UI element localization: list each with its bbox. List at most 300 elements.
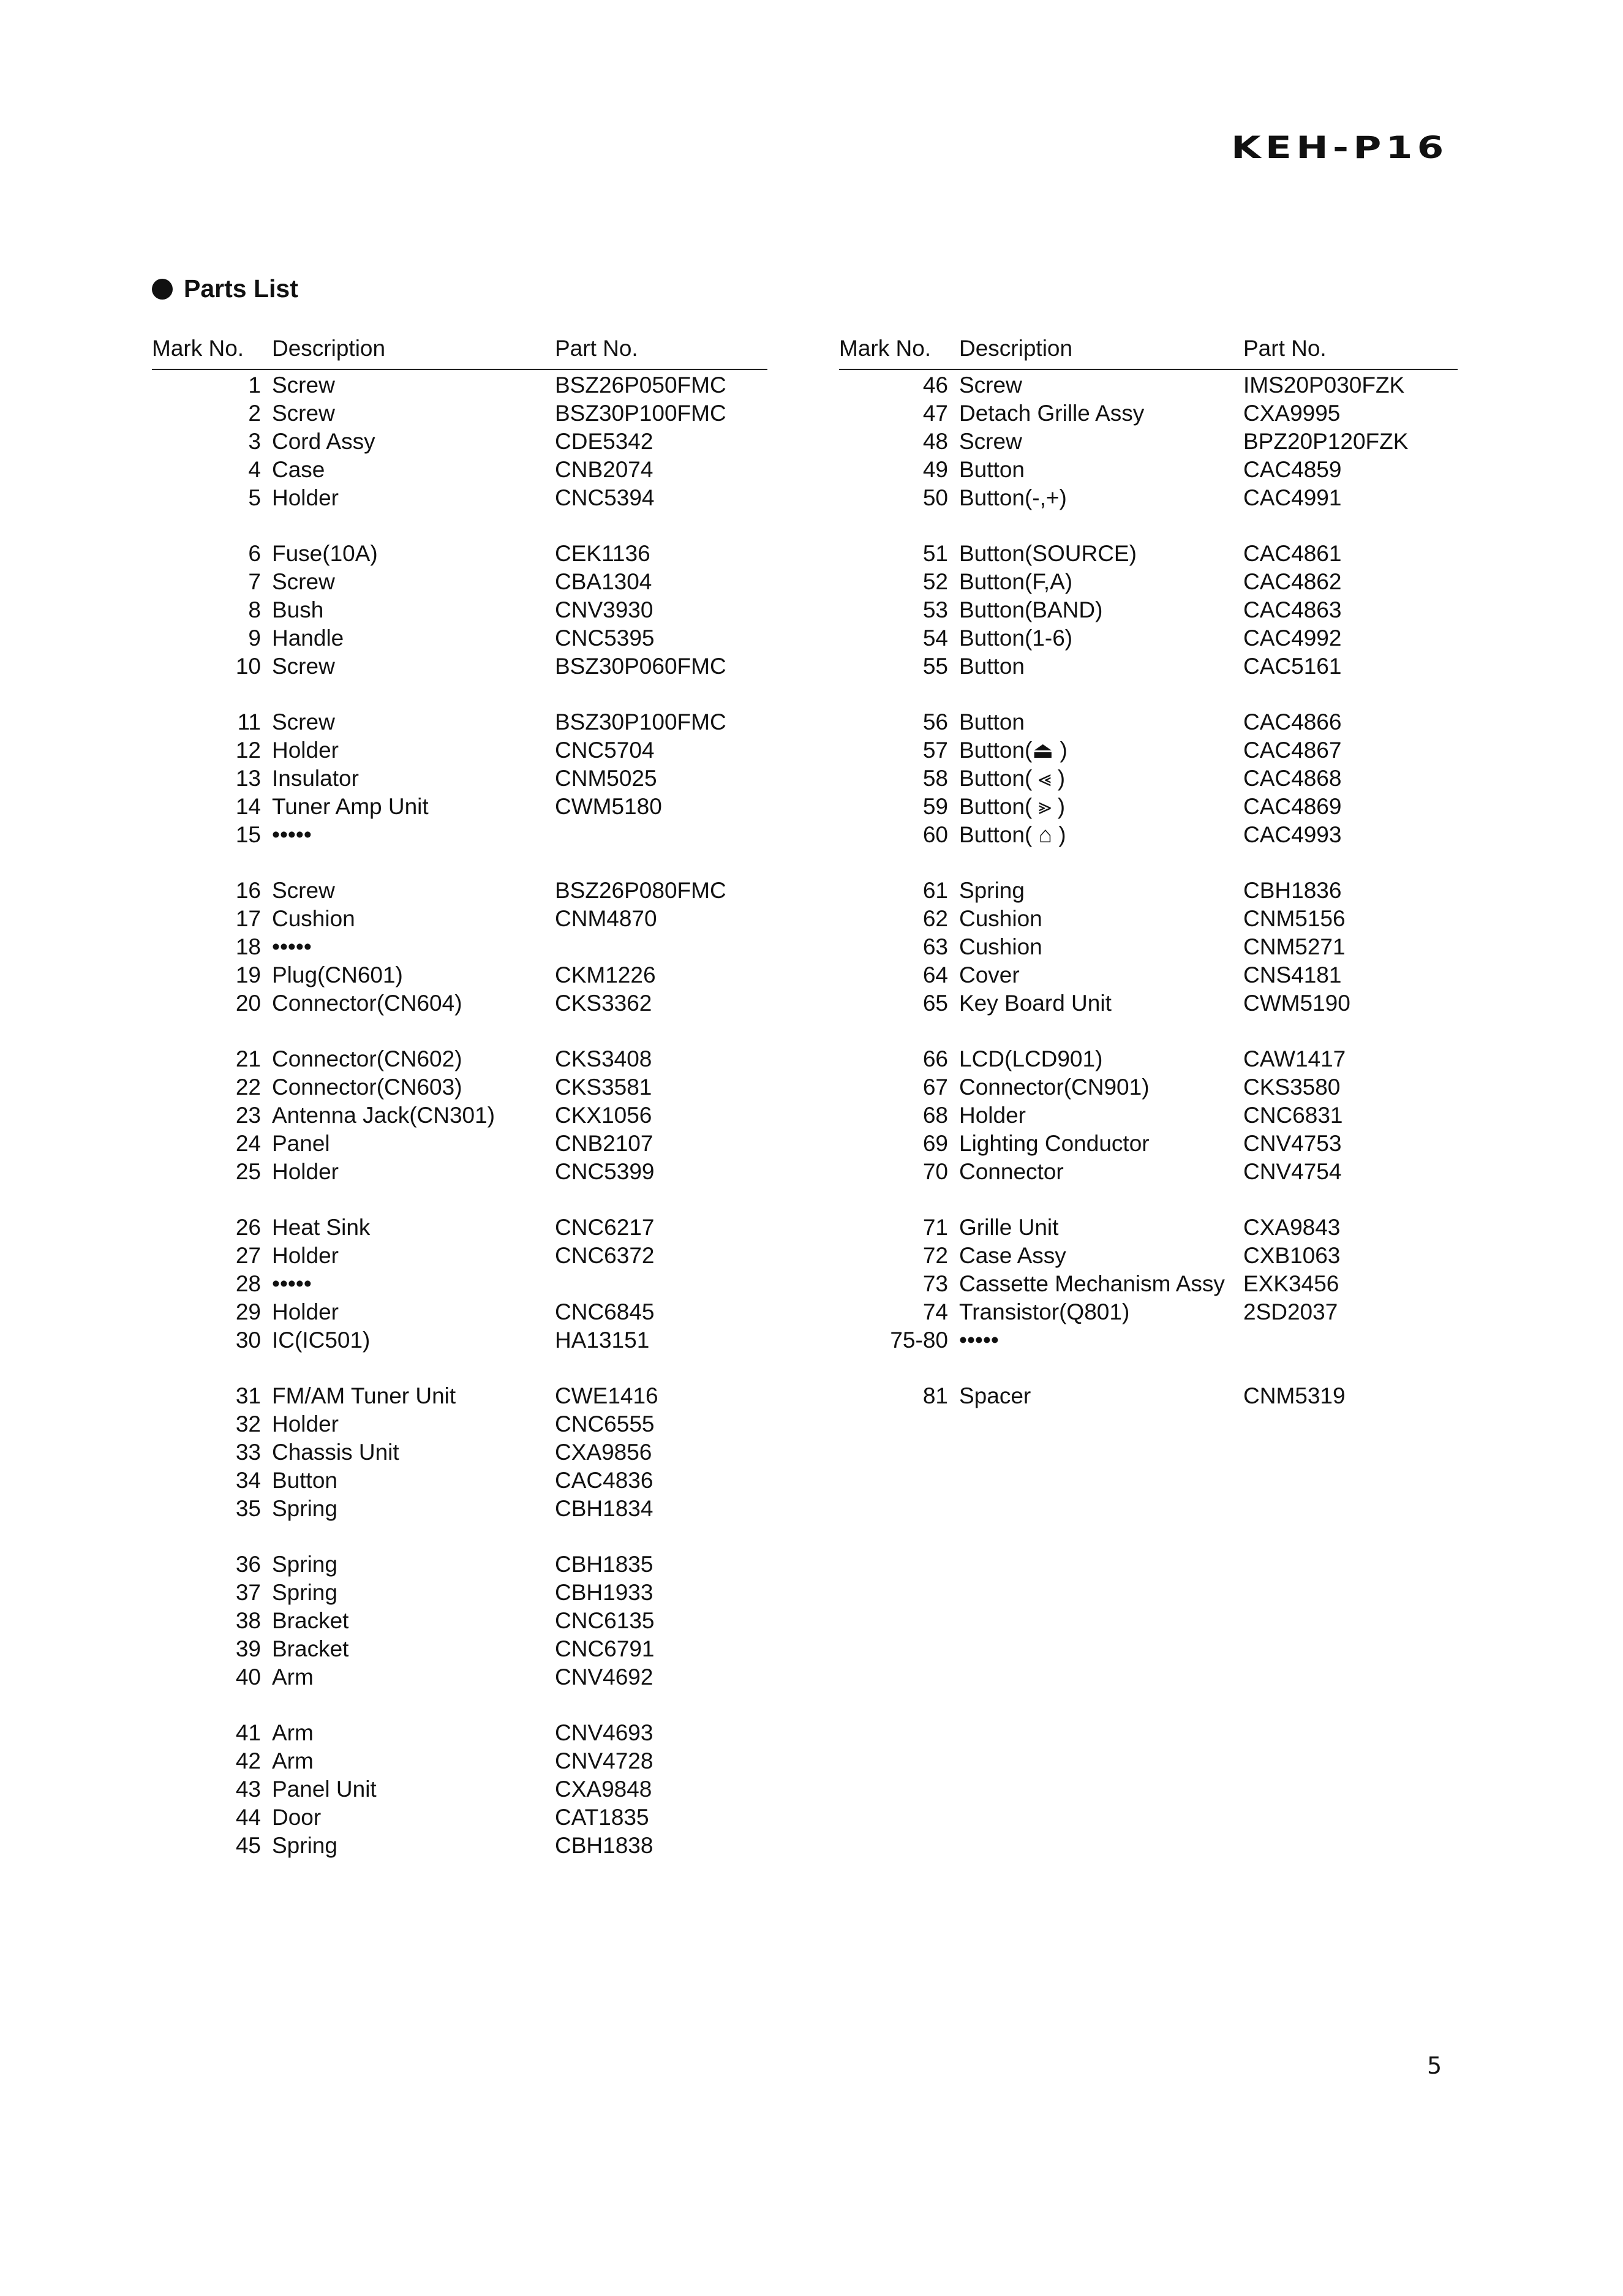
part-no-cell: CNC6135	[555, 1608, 655, 1633]
description-cell: LCD(LCD901)	[959, 1046, 1103, 1071]
table-row	[839, 1045, 1458, 1073]
mark-no-cell: 72	[922, 1243, 948, 1268]
mark-no-cell: 9	[248, 625, 261, 651]
mark-no-cell: 20	[235, 991, 261, 1016]
mark-no-cell: 31	[235, 1383, 261, 1408]
part-no-cell: CNC5394	[555, 485, 655, 510]
description-cell: Screw	[959, 372, 1022, 398]
description-cell: Cushion	[959, 906, 1042, 931]
mark-no-cell: 50	[922, 485, 948, 510]
part-no-cell: CBH1834	[555, 1496, 653, 1521]
description-cell: Screw	[272, 401, 335, 426]
part-no-cell: CKS3362	[555, 991, 652, 1016]
part-no-cell: CNB2074	[555, 457, 653, 482]
description-cell: Insulator	[272, 766, 359, 791]
description-cell: Chassis Unit	[272, 1440, 399, 1465]
part-no-cell: BSZ30P100FMC	[555, 709, 726, 734]
mark-no-cell: 47	[922, 401, 948, 426]
part-no-cell: CXA9995	[1243, 401, 1341, 426]
description-cell: Cover	[959, 962, 1020, 988]
description-cell: Panel Unit	[272, 1777, 377, 1802]
table-row	[839, 371, 1458, 399]
part-no-cell: CNB2107	[555, 1131, 653, 1156]
table-row	[839, 1101, 1458, 1130]
table-row	[152, 1242, 767, 1270]
table-row	[152, 736, 767, 765]
table-row	[152, 1045, 767, 1073]
table-row	[152, 596, 767, 624]
mark-no-cell: 54	[922, 625, 948, 651]
description-cell: Spring	[272, 1496, 337, 1521]
table-row	[152, 1382, 767, 1410]
part-no-cell: CWE1416	[555, 1383, 658, 1408]
section-title: Parts List	[184, 274, 298, 303]
part-no-cell: BSZ26P050FMC	[555, 372, 726, 398]
part-no-cell: CKX1056	[555, 1103, 652, 1128]
table-row	[152, 1438, 767, 1467]
mark-no-cell: 41	[235, 1720, 261, 1745]
part-no-cell: CAW1417	[1243, 1046, 1346, 1071]
part-no-cell: IMS20P030FZK	[1243, 372, 1405, 398]
mark-no-cell: 53	[922, 597, 948, 622]
table-row	[152, 1158, 767, 1186]
mark-no-cell: 63	[922, 934, 948, 959]
table-row	[839, 596, 1458, 624]
table-row	[152, 1832, 767, 1860]
description-cell: •••••	[272, 934, 312, 959]
table-row	[152, 933, 767, 961]
table-row	[152, 1101, 767, 1130]
description-cell: Door	[272, 1805, 322, 1830]
mark-no-cell: 55	[922, 654, 948, 679]
mark-no-cell: 26	[235, 1215, 261, 1240]
part-no-cell: CWM5190	[1243, 991, 1350, 1016]
mark-no-cell: 67	[922, 1074, 948, 1100]
description-cell: IC(IC501)	[272, 1327, 371, 1353]
description-cell: Screw	[272, 569, 335, 594]
description-cell: Cassette Mechanism Assy	[959, 1271, 1225, 1296]
description-cell: Button(1-6)	[959, 625, 1073, 651]
part-no-cell: CXA9856	[555, 1440, 652, 1465]
table-row	[839, 484, 1458, 512]
mark-no-cell: 60	[922, 822, 948, 847]
mark-no-cell: 59	[922, 794, 948, 819]
description-cell: •••••	[272, 1271, 312, 1296]
description-cell: Arm	[272, 1720, 314, 1745]
mark-no-cell: 17	[235, 906, 261, 931]
mark-no-cell: 56	[922, 709, 948, 734]
table-row	[152, 484, 767, 512]
part-no-cell: CKS3581	[555, 1074, 652, 1100]
part-no-cell: CWM5180	[555, 794, 662, 819]
table-row	[152, 456, 767, 484]
mark-no-cell: 15	[235, 822, 261, 847]
description-header: Description	[959, 336, 1073, 361]
part-no-cell: CBA1304	[555, 569, 652, 594]
description-cell: Connector(CN901)	[959, 1074, 1150, 1100]
table-row	[152, 989, 767, 1018]
mark-no-cell: 49	[922, 457, 948, 482]
mark-no-cell: 51	[922, 541, 948, 566]
mark-no-cell: 14	[235, 794, 261, 819]
part-no-cell: CAC4992	[1243, 625, 1342, 651]
part-no-cell: CNC6845	[555, 1299, 655, 1324]
mark-no-cell: 16	[235, 878, 261, 903]
part-no-cell: CNV4753	[1243, 1131, 1342, 1156]
part-no-cell: CXB1063	[1243, 1243, 1341, 1268]
description-cell: Button	[272, 1468, 337, 1493]
part-no-cell: CNM5156	[1243, 906, 1346, 931]
part-no-cell: CAT1835	[555, 1805, 649, 1830]
table-header	[839, 336, 1458, 370]
mark-no-cell: 45	[235, 1833, 261, 1858]
part-no-cell: CAC4867	[1243, 738, 1342, 763]
part-no-cell: CAC4869	[1243, 794, 1342, 819]
table-row	[152, 399, 767, 428]
table-row	[152, 540, 767, 568]
mark-no-cell: 13	[235, 766, 261, 791]
description-cell: Button( ⌂ )	[959, 822, 1066, 847]
mark-no-cell: 44	[235, 1805, 261, 1830]
part-no-cell: CAC4868	[1243, 766, 1342, 791]
part-no-cell: CBH1933	[555, 1580, 653, 1605]
description-cell: Button(F,A)	[959, 569, 1073, 594]
part-no-cell: CDE5342	[555, 429, 653, 454]
part-no-cell: CBH1838	[555, 1833, 653, 1858]
table-row	[839, 1130, 1458, 1158]
description-header: Description	[272, 336, 386, 361]
part-no-cell: CNM5025	[555, 766, 657, 791]
mark-no-cell: 71	[922, 1215, 948, 1240]
description-cell: Holder	[272, 738, 339, 763]
mark-no-cell: 30	[235, 1327, 261, 1353]
bullet-icon	[152, 279, 173, 300]
table-row	[152, 1607, 767, 1635]
table-row	[152, 1326, 767, 1354]
description-cell: Screw	[272, 878, 335, 903]
page-number: 5	[1427, 2052, 1442, 2079]
part-no-cell: CXA9848	[555, 1777, 652, 1802]
description-cell: Spring	[959, 878, 1025, 903]
part-no-cell: HA13151	[555, 1327, 650, 1353]
table-row	[152, 1073, 767, 1101]
part-no-cell: CKS3408	[555, 1046, 652, 1071]
mark-no-cell: 57	[922, 738, 948, 763]
mark-no-cell: 25	[235, 1159, 261, 1184]
part-no-cell: CNM5319	[1243, 1383, 1346, 1408]
description-cell: Button(BAND)	[959, 597, 1103, 622]
mark-no-cell: 18	[235, 934, 261, 959]
part-no-cell: CNV4692	[555, 1664, 653, 1690]
part-no-cell: CAC4866	[1243, 709, 1342, 734]
table-row	[152, 1803, 767, 1832]
table-row	[152, 428, 767, 456]
description-cell: Screw	[959, 429, 1022, 454]
part-no-cell: CNC5704	[555, 738, 655, 763]
description-cell: Lighting Conductor	[959, 1131, 1150, 1156]
part-no-cell: CNC6217	[555, 1215, 655, 1240]
description-cell: Screw	[272, 709, 335, 734]
table-row	[839, 1382, 1458, 1410]
mark-no-cell: 61	[922, 878, 948, 903]
part-no-cell: 2SD2037	[1243, 1299, 1338, 1324]
description-cell: Arm	[272, 1664, 314, 1690]
description-cell: Detach Grille Assy	[959, 401, 1145, 426]
part-no-header: Part No.	[1243, 336, 1327, 361]
mark-no-header: Mark No.	[152, 336, 244, 361]
part-no-cell: CNC6831	[1243, 1103, 1343, 1128]
description-cell: Button	[959, 654, 1025, 679]
mark-no-cell: 81	[922, 1383, 948, 1408]
mark-no-cell: 22	[235, 1074, 261, 1100]
mark-no-cell: 35	[235, 1496, 261, 1521]
part-no-cell: CBH1835	[555, 1552, 653, 1577]
mark-no-cell: 32	[235, 1411, 261, 1437]
table-row	[152, 793, 767, 821]
table-row	[152, 1747, 767, 1775]
part-no-cell: CAC4993	[1243, 822, 1342, 847]
part-no-cell: CNM4870	[555, 906, 657, 931]
description-cell: Bush	[272, 597, 324, 622]
table-row	[152, 1550, 767, 1579]
table-row	[839, 568, 1458, 596]
description-cell: Holder	[272, 485, 339, 510]
part-no-cell: CNC6555	[555, 1411, 655, 1437]
table-row	[152, 1719, 767, 1747]
table-row	[152, 652, 767, 681]
description-cell: Screw	[272, 654, 335, 679]
part-no-cell: CAC4991	[1243, 485, 1342, 510]
mark-no-cell: 21	[235, 1046, 261, 1071]
mark-no-cell: 64	[922, 962, 948, 988]
part-no-cell: CNC6791	[555, 1636, 655, 1661]
description-cell: Cushion	[959, 934, 1042, 959]
model-number: KEH-P16	[1231, 130, 1448, 165]
description-cell: Holder	[959, 1103, 1026, 1128]
part-no-cell: BSZ26P080FMC	[555, 878, 726, 903]
table-row	[152, 1467, 767, 1495]
part-no-cell: EXK3456	[1243, 1271, 1339, 1296]
mark-no-cell: 23	[235, 1103, 261, 1128]
table-row	[839, 540, 1458, 568]
mark-no-cell: 36	[235, 1552, 261, 1577]
mark-no-cell: 1	[248, 372, 261, 398]
table-row	[152, 1130, 767, 1158]
part-no-cell: CKM1226	[555, 962, 656, 988]
table-row	[152, 1410, 767, 1438]
table-row	[839, 1270, 1458, 1298]
table-row	[152, 1214, 767, 1242]
mark-no-cell: 5	[248, 485, 261, 510]
mark-no-cell: 70	[922, 1159, 948, 1184]
table-row	[152, 1579, 767, 1607]
table-row	[839, 877, 1458, 905]
part-no-cell: BSZ30P060FMC	[555, 654, 726, 679]
table-row	[839, 399, 1458, 428]
table-row	[839, 1158, 1458, 1186]
table-row	[152, 1495, 767, 1523]
part-no-cell: CXA9843	[1243, 1215, 1341, 1240]
parts-table-left	[152, 336, 767, 1860]
table-body	[152, 371, 767, 1860]
part-no-cell: BSZ30P100FMC	[555, 401, 726, 426]
table-row	[152, 765, 767, 793]
description-cell: Connector(CN603)	[272, 1074, 462, 1100]
part-no-header: Part No.	[555, 336, 638, 361]
description-cell: Holder	[272, 1243, 339, 1268]
description-cell: Case Assy	[959, 1243, 1066, 1268]
mark-no-cell: 58	[922, 766, 948, 791]
part-no-cell: CAC4863	[1243, 597, 1342, 622]
part-no-cell: CKS3580	[1243, 1074, 1341, 1100]
table-row	[839, 1326, 1458, 1354]
table-row	[839, 989, 1458, 1018]
mark-no-cell: 37	[235, 1580, 261, 1605]
description-cell: Button	[959, 709, 1025, 734]
mark-no-cell: 73	[922, 1271, 948, 1296]
description-cell: Transistor(Q801)	[959, 1299, 1130, 1324]
mark-no-cell: 34	[235, 1468, 261, 1493]
table-row	[152, 1663, 767, 1691]
part-no-cell: CBH1836	[1243, 878, 1342, 903]
table-row	[152, 1775, 767, 1803]
part-no-cell: CAC4862	[1243, 569, 1342, 594]
description-cell: Spring	[272, 1552, 337, 1577]
table-row	[152, 1270, 767, 1298]
table-row	[839, 624, 1458, 652]
table-row	[839, 821, 1458, 849]
mark-no-cell: 40	[235, 1664, 261, 1690]
table-row	[839, 1073, 1458, 1101]
description-cell: Cord Assy	[272, 429, 375, 454]
section-heading	[152, 274, 298, 303]
description-cell: Tuner Amp Unit	[272, 794, 429, 819]
mark-no-cell: 66	[922, 1046, 948, 1071]
mark-no-cell: 10	[235, 654, 261, 679]
mark-no-cell: 28	[235, 1271, 261, 1296]
description-cell: Panel	[272, 1131, 330, 1156]
mark-no-header: Mark No.	[839, 336, 932, 361]
table-row	[839, 793, 1458, 821]
description-cell: Screw	[272, 372, 335, 398]
mark-no-cell: 11	[237, 709, 261, 734]
part-no-cell: CNC6372	[555, 1243, 655, 1268]
mark-no-cell: 3	[248, 429, 261, 454]
description-cell: Antenna Jack(CN301)	[272, 1103, 495, 1128]
description-cell: Arm	[272, 1748, 314, 1773]
description-cell: Spring	[272, 1580, 337, 1605]
description-cell: Bracket	[272, 1636, 349, 1661]
mark-no-cell: 2	[248, 401, 261, 426]
description-cell: Holder	[272, 1159, 339, 1184]
parts-table-right	[839, 336, 1458, 1410]
mark-no-cell: 7	[248, 569, 261, 594]
table-row	[152, 1298, 767, 1326]
table-row	[152, 568, 767, 596]
table-row	[152, 877, 767, 905]
table-row	[152, 821, 767, 849]
table-row	[152, 708, 767, 736]
table-row	[152, 624, 767, 652]
part-no-cell: CNV4693	[555, 1720, 653, 1745]
part-no-cell: CNV4728	[555, 1748, 653, 1773]
table-row	[839, 765, 1458, 793]
table-row	[839, 652, 1458, 681]
description-cell: Cushion	[272, 906, 355, 931]
table-row	[152, 1635, 767, 1663]
mark-no-cell: 27	[235, 1243, 261, 1268]
part-no-cell: CNV4754	[1243, 1159, 1342, 1184]
mark-no-cell: 42	[235, 1748, 261, 1773]
mark-no-cell: 19	[235, 962, 261, 988]
mark-no-cell: 68	[922, 1103, 948, 1128]
table-row	[839, 905, 1458, 933]
description-cell: Button(SOURCE)	[959, 541, 1137, 566]
description-cell: Bracket	[272, 1608, 349, 1633]
mark-no-cell: 48	[922, 429, 948, 454]
mark-no-cell: 12	[235, 738, 261, 763]
description-cell: Button(⏏ )	[959, 738, 1068, 763]
table-row	[839, 708, 1458, 736]
mark-no-cell: 62	[922, 906, 948, 931]
mark-no-cell: 39	[235, 1636, 261, 1661]
mark-no-cell: 46	[922, 372, 948, 398]
part-no-cell: CEK1136	[555, 541, 650, 566]
mark-no-cell: 4	[248, 457, 261, 482]
description-cell: Key Board Unit	[959, 991, 1112, 1016]
mark-no-cell: 65	[922, 991, 948, 1016]
description-cell: Button(-,+)	[959, 485, 1067, 510]
description-cell: Holder	[272, 1299, 339, 1324]
part-no-cell: CAC4859	[1243, 457, 1342, 482]
description-cell: Connector	[959, 1159, 1064, 1184]
table-row	[152, 961, 767, 989]
table-row	[839, 1242, 1458, 1270]
table-row	[839, 961, 1458, 989]
mark-no-cell: 24	[235, 1131, 261, 1156]
mark-no-cell: 69	[922, 1131, 948, 1156]
table-row	[839, 1298, 1458, 1326]
description-cell: Heat Sink	[272, 1215, 371, 1240]
part-no-cell: CNC5395	[555, 625, 655, 651]
description-cell: Fuse(10A)	[272, 541, 378, 566]
table-row	[839, 1214, 1458, 1242]
table-row	[152, 371, 767, 399]
part-no-cell: CAC4861	[1243, 541, 1342, 566]
description-cell: Spring	[272, 1833, 337, 1858]
part-no-cell: CNM5271	[1243, 934, 1346, 959]
part-no-cell: CNC5399	[555, 1159, 655, 1184]
description-cell: Handle	[272, 625, 344, 651]
description-cell: Spacer	[959, 1383, 1031, 1408]
mark-no-cell: 75-80	[890, 1327, 948, 1353]
description-cell: FM/AM Tuner Unit	[272, 1383, 456, 1408]
mark-no-cell: 33	[235, 1440, 261, 1465]
table-row	[839, 428, 1458, 456]
mark-no-cell: 38	[235, 1608, 261, 1633]
description-cell: Button( ⪡ )	[959, 766, 1066, 791]
part-no-cell: CAC5161	[1243, 654, 1342, 679]
part-no-cell: BPZ20P120FZK	[1243, 429, 1409, 454]
part-no-cell: CNV3930	[555, 597, 653, 622]
mark-no-cell: 43	[235, 1777, 261, 1802]
description-cell: Connector(CN604)	[272, 991, 462, 1016]
description-cell: Holder	[272, 1411, 339, 1437]
mark-no-cell: 6	[248, 541, 261, 566]
description-cell: Grille Unit	[959, 1215, 1059, 1240]
mark-no-cell: 52	[922, 569, 948, 594]
mark-no-cell: 29	[235, 1299, 261, 1324]
